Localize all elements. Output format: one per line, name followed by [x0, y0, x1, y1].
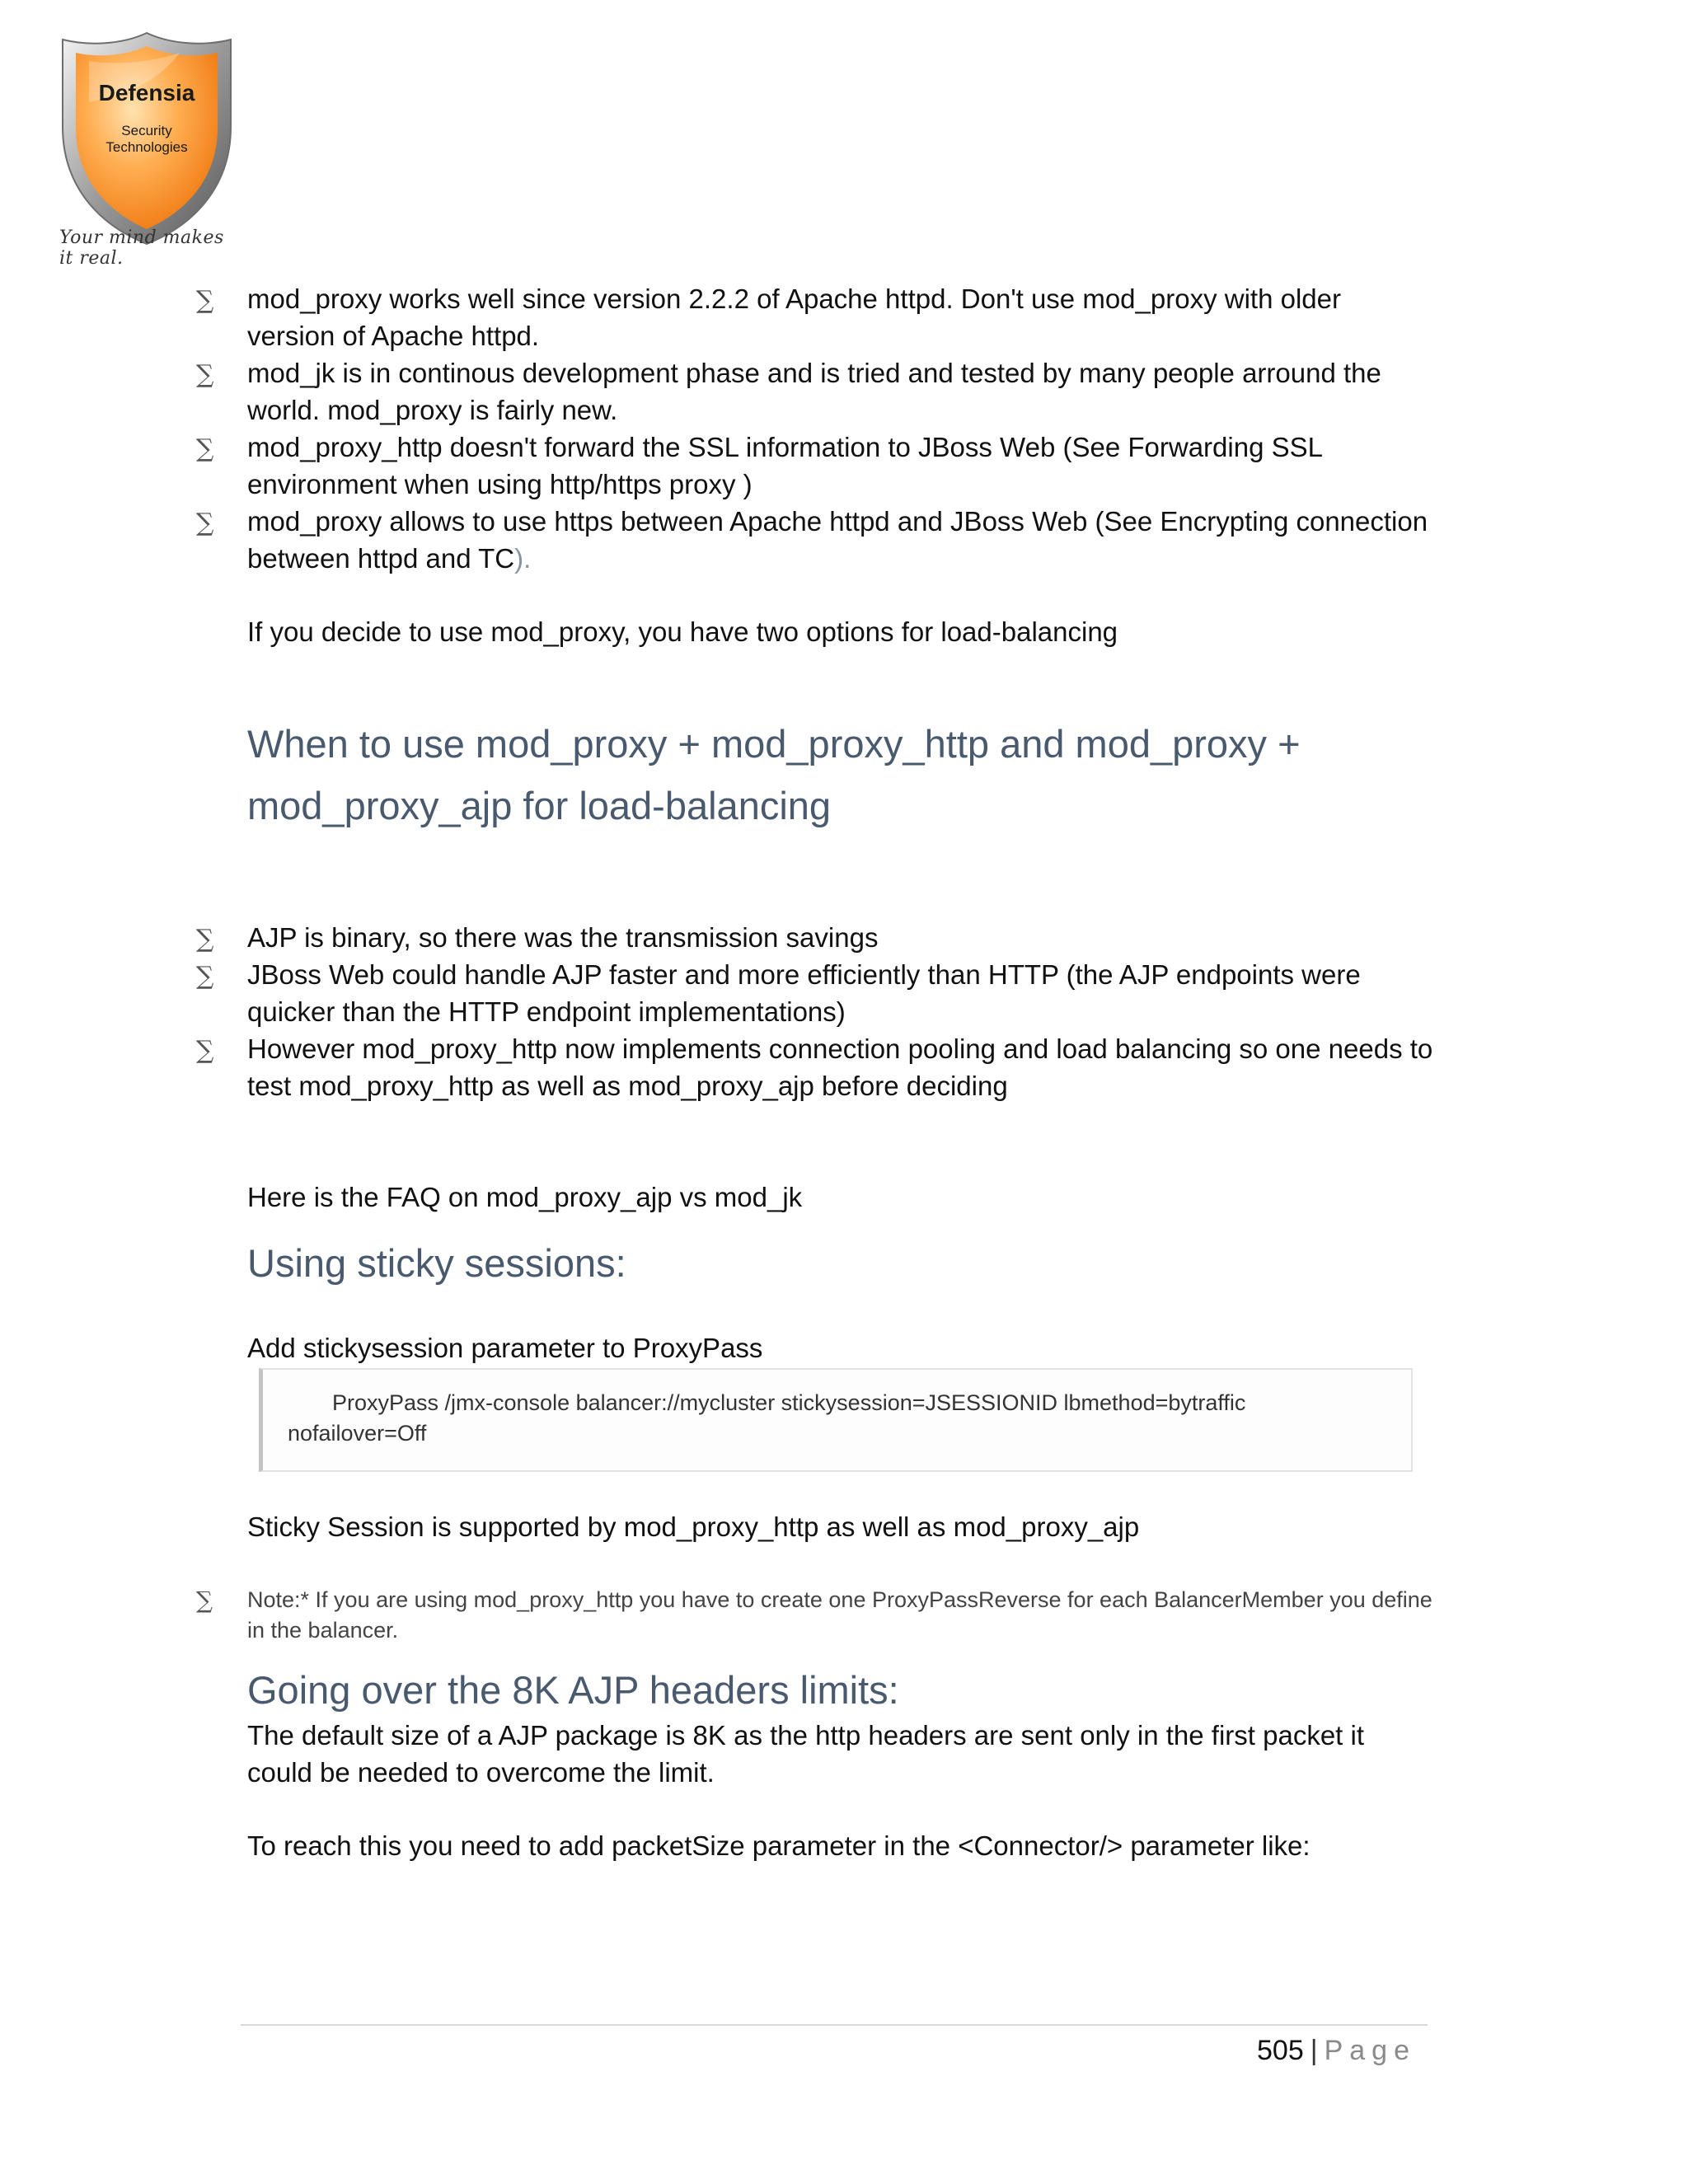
bullet-list-ajp: [196, 919, 1434, 1104]
code-line: ProxyPass /jmx-console balancer://mycluster stickysession=JSESSIONID lbmethod=bytraffic: [332, 1390, 1246, 1415]
logo-tagline: Your mind makes it real.: [59, 227, 224, 269]
page-number: 505: [1257, 2035, 1304, 2066]
list-item: ∑ mod_jk is in continous development phase and is tried and tested by many people arround the world. mod_proxy is fairly new.: [196, 358, 1381, 425]
paragraph-options: If you decide to use mod_proxy, you have two options for load-balancing: [247, 616, 1118, 647]
list-item: ∑ However mod_proxy_http now implements connection pooling and load balancing so one needs to test mod_proxy_http as well as mod_proxy_ajp before deciding: [196, 1033, 1433, 1101]
footer-divider: [241, 2024, 1428, 2026]
paragraph-8k-reach: To reach this you need to add packetSize parameter in the <Connector/> parameter like:: [247, 1830, 1311, 1861]
logo-sub-line2: Technologies: [106, 139, 188, 155]
page-word: Page: [1324, 2035, 1416, 2066]
heading-when-to-use: When to use mod_proxy + mod_proxy_http and mod_proxy + mod_proxy_ajp for load-balancing: [247, 722, 1301, 827]
bullet-list-mod-proxy: [196, 280, 1434, 577]
list-item: ∑ mod_proxy allows to use https between Apache httpd and JBoss Web (See Encrypting connection between httpd and TC).: [196, 506, 1428, 574]
sigma-bullet-icon: ∑: [196, 360, 214, 389]
sigma-bullet-icon: ∑: [196, 434, 214, 463]
page-footer: [1257, 2032, 1416, 2069]
sigma-bullet-icon: ∑: [196, 286, 214, 315]
list-item: ∑ mod_proxy_http doesn't forward the SSL information to JBoss Web (See Forwarding SSL environment when using http/https proxy ): [196, 432, 1322, 499]
code-block-proxypass: [259, 1368, 1413, 1472]
page-content: [196, 280, 1434, 1864]
paragraph-8k-default: The default size of a AJP package is 8K as the http headers are sent only in the first packet it could be needed to overcome the limit.: [247, 1720, 1365, 1788]
logo-sub-line1: Security: [121, 123, 172, 138]
paragraph-sticky-supported: Sticky Session is supported by mod_proxy_http as well as mod_proxy_ajp: [247, 1511, 1140, 1542]
heading-sticky-sessions: Using sticky sessions:: [247, 1241, 626, 1285]
logo-brand: Defensia: [98, 80, 195, 105]
trailing-punctuation: ).: [514, 543, 532, 574]
company-logo: [56, 28, 237, 259]
sigma-bullet-icon: ∑: [196, 1036, 214, 1065]
list-item: ∑ AJP is binary, so there was the transmission savings: [247, 919, 1434, 956]
heading-8k-headers: Going over the 8K AJP headers limits:: [247, 1668, 899, 1712]
sigma-bullet-icon: ∑: [196, 1586, 213, 1614]
code-line: nofailover=Off: [288, 1421, 427, 1446]
sigma-bullet-icon: ∑: [196, 925, 214, 954]
paragraph-sticky-add: Add stickysession parameter to ProxyPass: [247, 1333, 763, 1363]
sigma-bullet-icon: ∑: [196, 962, 214, 991]
footer-separator: |: [1310, 2035, 1318, 2066]
list-item: ∑ JBoss Web could handle AJP faster and more efficiently than HTTP (the AJP endpoints were quicker than the HTTP endpoint implementations): [196, 959, 1361, 1027]
note-proxypassreverse: ∑ Note:* If you are using mod_proxy_http you have to create one ProxyPassReverse for each BalancerMember you define in the balancer.: [196, 1586, 1432, 1643]
list-item: ∑ mod_proxy works well since version 2.2.2 of Apache httpd. Don't use mod_proxy with older version of Apache httpd.: [196, 284, 1341, 351]
paragraph-faq: Here is the FAQ on mod_proxy_ajp vs mod_jk: [247, 1182, 803, 1212]
sigma-bullet-icon: ∑: [196, 509, 214, 537]
